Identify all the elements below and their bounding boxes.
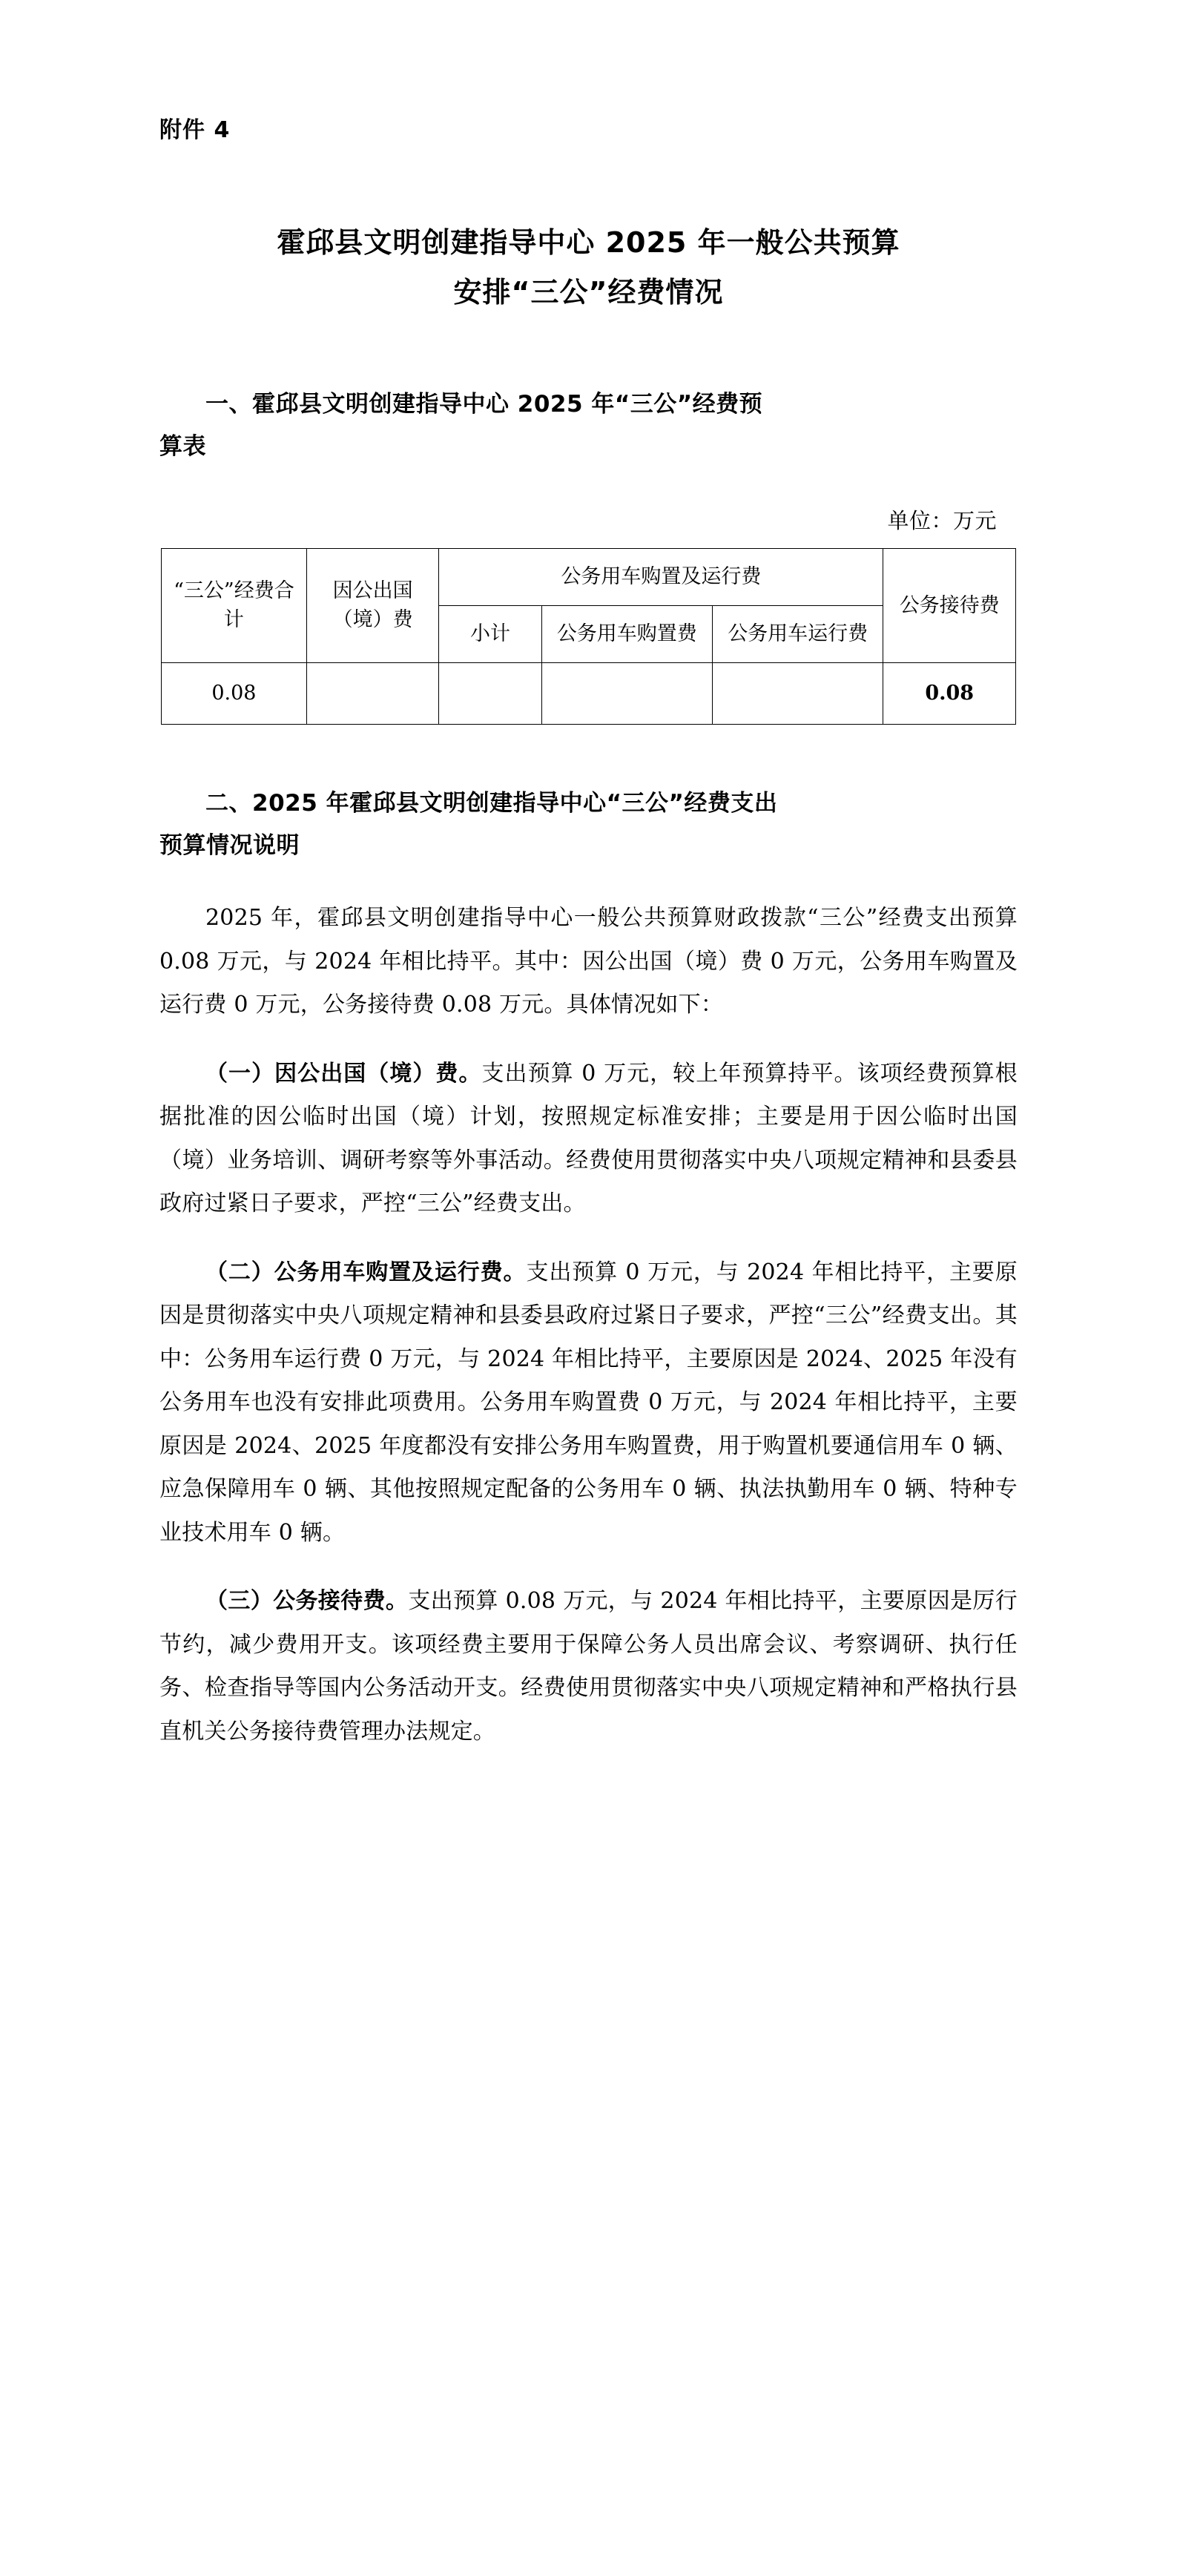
paragraph-abroad [159,1053,1018,1226]
paragraph-reception-lead: （三）公务接待费。 [205,1588,409,1615]
section-heading-2-line-1: 二、2025 年霍邱县文明创建指导中心“三公”经费支出 [205,789,778,817]
header-total: “三公”经费合计 [162,548,307,662]
attachment-label: 附件 4 [159,117,231,143]
budget-table [161,548,1016,725]
document-title-line-2: 安排“三公”经费情况 [453,275,724,309]
section-heading-1-line-1: 一、霍邱县文明创建指导中心 2025 年“三公”经费预 [205,391,763,418]
header-vehicle-subtotal: 小计 [439,605,541,662]
header-abroad: 因公出国（境）费 [306,548,439,662]
paragraph-reception-text: 支出预算 0.08 万元，与 2024 年相比持平，主要原因是厉行节约，减少费用开支。该项经费主要用于保障公务人员出席会议、考察调研、执行任务、检查指导等国内公务活动开支。经费使用贯彻落实中央八项规定精神和严格执行县直机关公务接待费管理办法规定。 [159,1588,1018,1745]
paragraph-vehicle-lead: （二）公务用车购置及运行费。 [205,1259,527,1285]
paragraph-vehicle [159,1251,1018,1555]
value-total: 0.08 [162,662,307,724]
document-title [159,218,1018,317]
paragraph-abroad-lead: （一）因公出国（境）费。 [205,1060,482,1087]
table-unit-label: 单位：万元 [887,507,997,533]
document-title-line-1: 霍邱县文明创建指导中心 2025 年一般公共预算 [277,226,900,259]
section-heading-1-line-2: 算表 [159,433,206,461]
paragraph-overview: 2025 年，霍邱县文明创建指导中心一般公共预算财政拨款“三公”经费支出预算 0.08 万元，与 2024 年相比持平。其中：因公出国（境）费 0 万元，公务用车购置及运行费 0 万元，公务接待费 0.08 万元。具体情况如下： [159,905,1018,1018]
value-reception: 0.08 [883,662,1016,724]
paragraph-reception [159,1580,1018,1753]
section-heading-2 [159,783,1018,868]
paragraph-abroad-text: 支出预算 0 万元，较上年预算持平。该项经费预算根据批准的因公临时出国（境）计划，按照规定标准安排；主要是用于因公临时出国（境）业务培训、调研考察等外事活动。经费使用贯彻落实中央八项规定精神和县委县政府过紧日子要求，严控“三公”经费支出。 [159,1060,1018,1217]
value-vehicle-purchase [541,662,712,724]
table-row [162,662,1016,724]
paragraph-vehicle-text: 支出预算 0 万元，与 2024 年相比持平，主要原因是贯彻落实中央八项规定精神和县委县政府过紧日子要求，严控“三公”经费支出。其中：公务用车运行费 0 万元，与 2024 年相比持平，主要原因是 2024、2025 年没有公务用车也没有安排此项费用。公务用车购置费 0 万元，与 2024 年相比持平，主要原因是 2024、2025 年度都没有安排公务用车购置费，用于购置机要通信用车 0 辆、应急保障用车 0 辆、其他按照规定配备的公务用车 0 辆、执法执勤用车 0 辆、特种专业技术用车 0 辆。 [159,1259,1018,1546]
header-vehicle-purchase: 公务用车购置费 [541,605,712,662]
header-vehicle-operation: 公务用车运行费 [713,605,883,662]
section-heading-2-line-2: 预算情况说明 [159,832,300,860]
table-header-row-1 [162,548,1016,605]
value-vehicle-subtotal [439,662,541,724]
header-reception: 公务接待费 [883,548,1016,662]
budget-table-wrapper [159,548,1018,725]
header-vehicle-group: 公务用车购置及运行费 [439,548,883,605]
value-vehicle-operation [713,662,883,724]
value-abroad [306,662,439,724]
section-heading-1 [159,383,1018,469]
